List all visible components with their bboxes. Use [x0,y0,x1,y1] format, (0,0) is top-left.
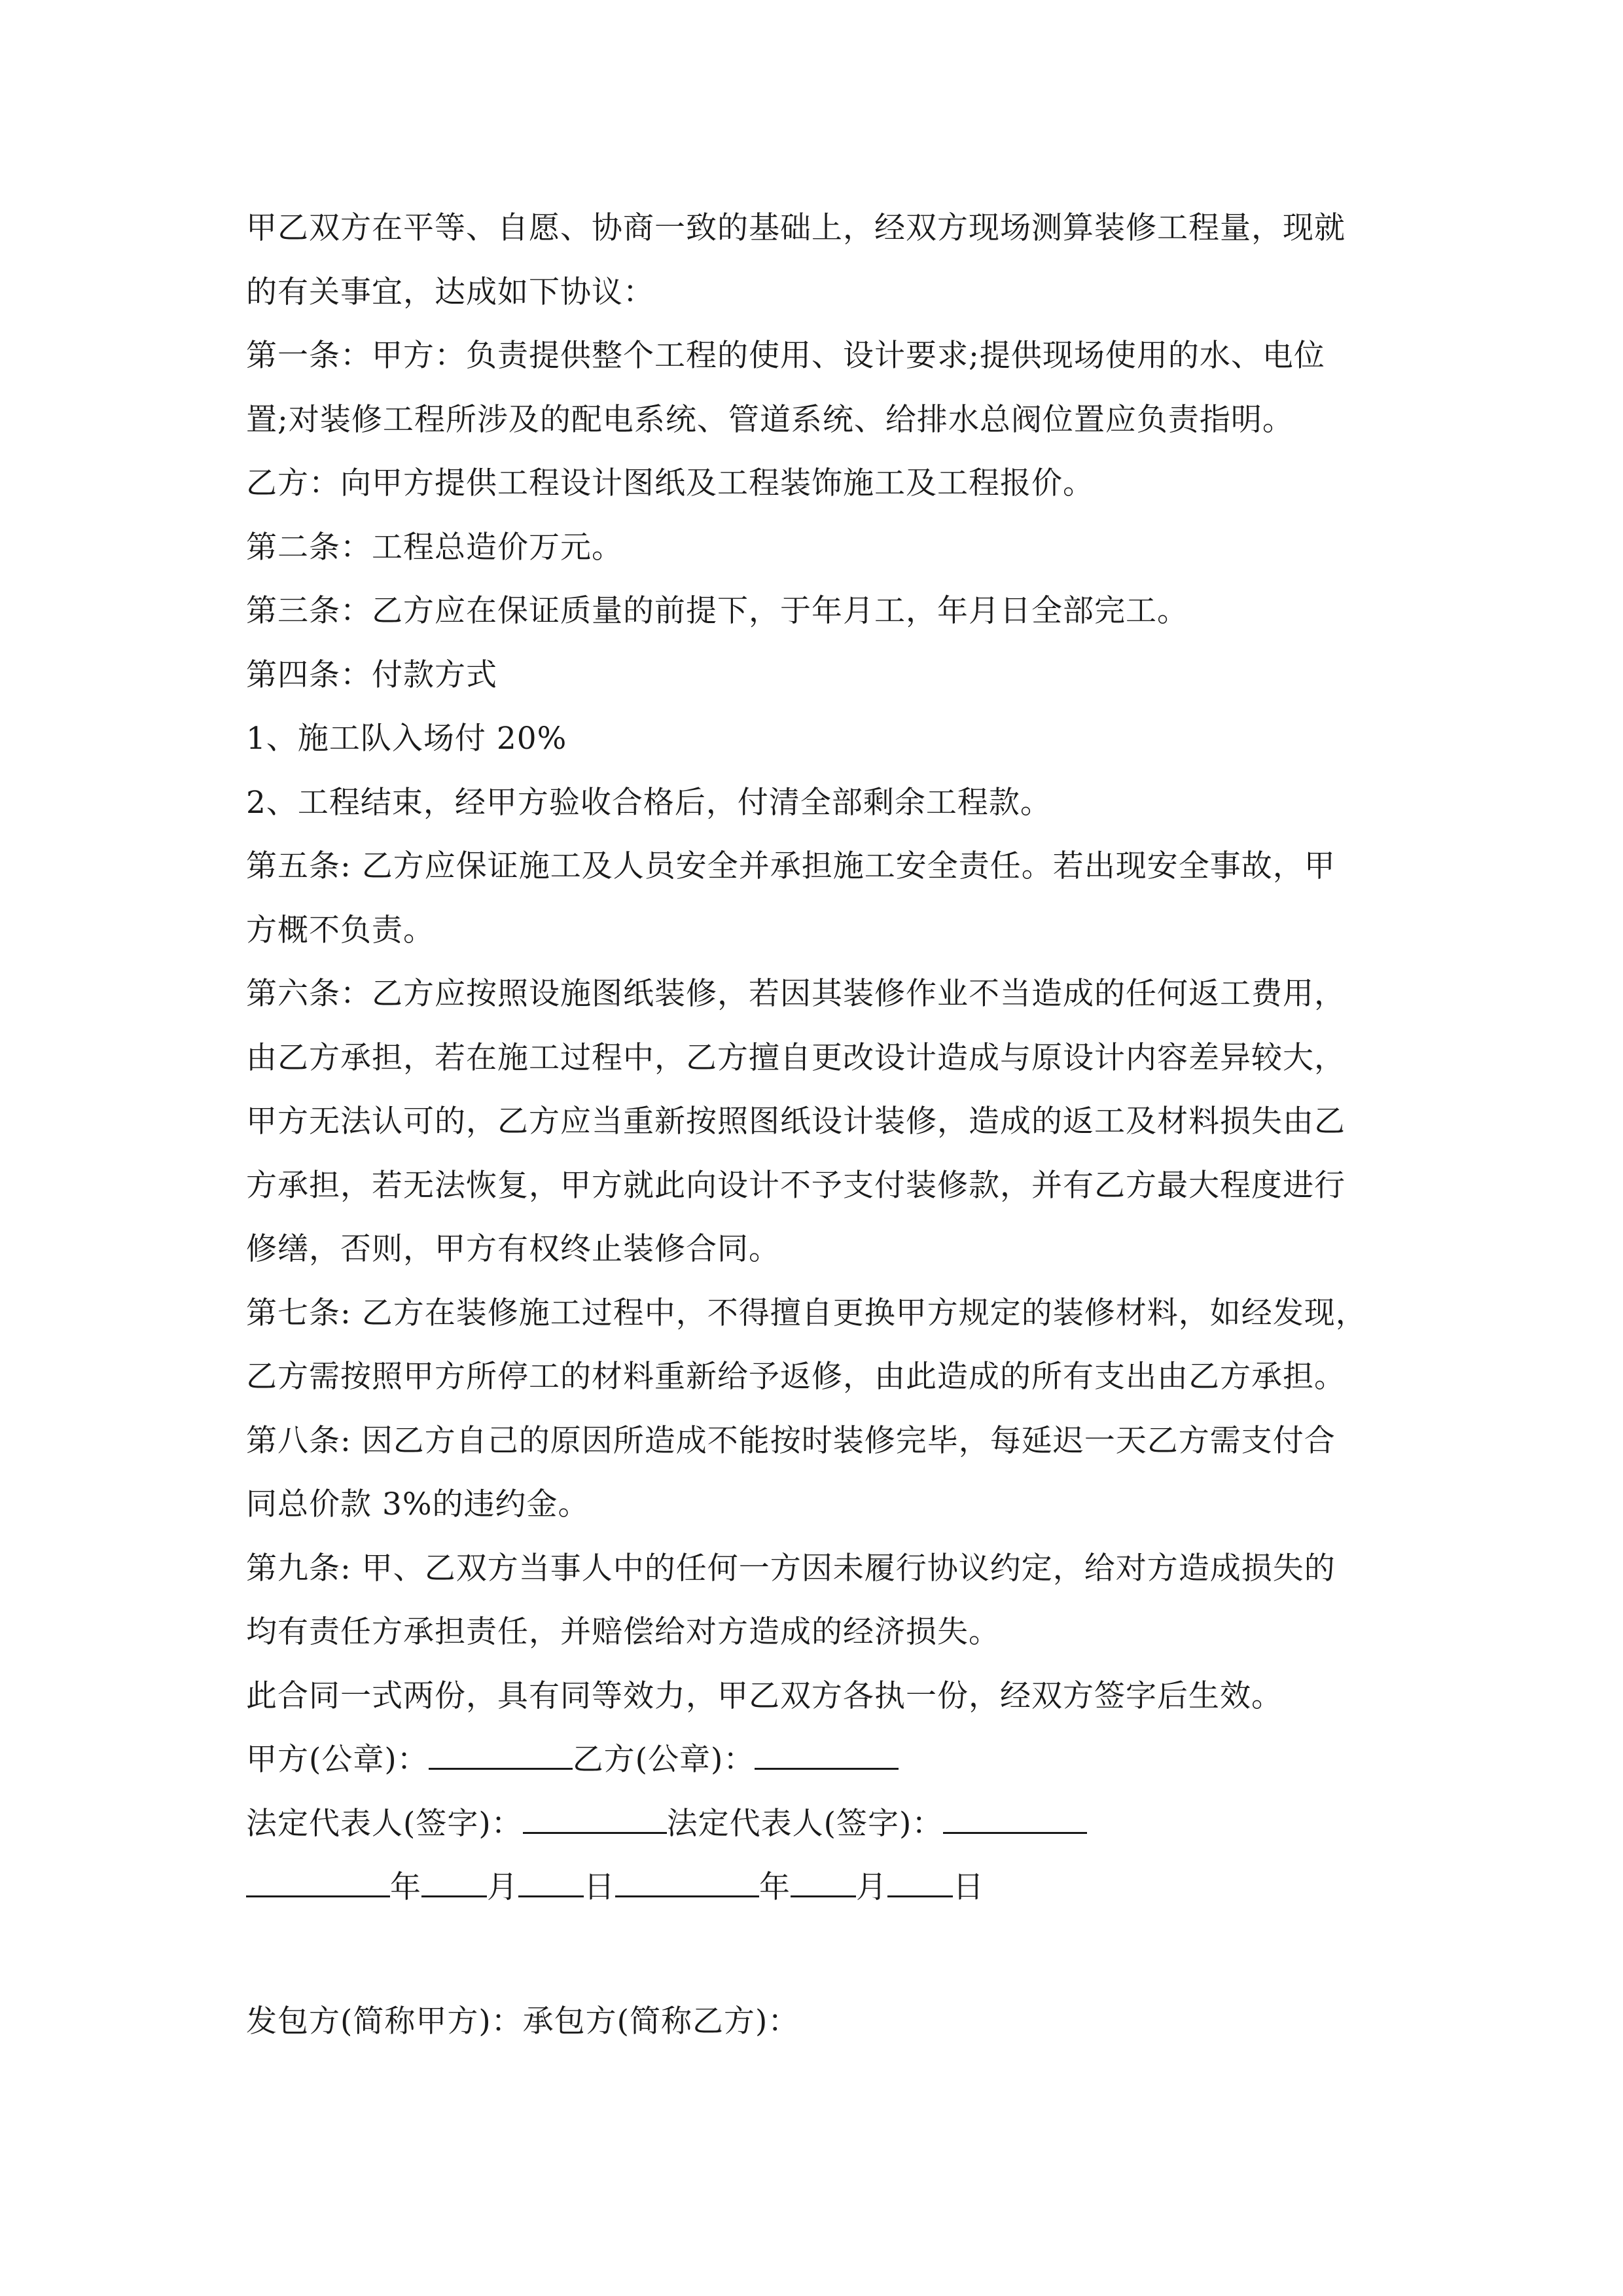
year-label: 年 [759,1869,791,1905]
article-6-line: 甲方无法认可的，乙方应当重新按照图纸设计装修，造成的返工及材料损失由乙 [246,1103,1346,1139]
party-a-seal-blank[interactable] [429,1742,573,1770]
paragraph-line: 的有关事宜，达成如下协议： [246,274,654,310]
article-8-line: 同总价款 3%的违约金。 [246,1486,590,1522]
article-7-line: 第七条: 乙方在装修施工过程中，不得擅自更换甲方规定的装修材料，如经发现， [246,1295,1367,1331]
article-9-line: 第九条: 甲、乙双方当事人中的任何一方因未履行协议约定，给对方造成损失的 [246,1550,1336,1587]
article-9-line: 均有责任方承担责任，并赔偿给对方造成的经济损失。 [246,1614,1000,1650]
year-a-blank[interactable] [246,1869,390,1897]
representative-line [246,1792,1385,1856]
article-6-line: 第六条：乙方应按照设施图纸装修，若因其装修作业不当造成的任何返工费用， [246,976,1346,1012]
party-b-seal-label: 乙方(公章)： [572,1742,755,1778]
party-a-seal-label: 甲方(公章)： [246,1742,429,1778]
article-4-line: 第四条：付款方式 [246,656,497,693]
seal-line [246,1728,1385,1792]
party-b-rep-label: 法定代表人(签字)： [666,1805,944,1842]
article-6-line: 由乙方承担，若在施工过程中，乙方擅自更改设计造成与原设计内容差异较大， [246,1039,1346,1076]
article-3-line: 第三条：乙方应在保证质量的前提下，于年月工，年月日全部完工。 [246,593,1188,629]
article-6-line: 方承担，若无法恢复，甲方就此向设计不予支付装修款，并有乙方最大程度进行 [246,1167,1346,1204]
date-line [246,1856,1385,1920]
article-1-line: 第一条：甲方：负责提供整个工程的使用、设计要求;提供现场使用的水、电位 [246,338,1325,374]
article-5-line: 第五条: 乙方应保证施工及人员安全并承担施工安全责任。若出现安全事故，甲 [246,848,1336,884]
party-b-rep-blank[interactable] [943,1806,1087,1834]
year-label: 年 [390,1869,421,1905]
month-b-blank[interactable] [791,1869,856,1897]
article-2-line: 第二条：工程总造价万元。 [246,529,623,565]
article-4-item: 2、工程结束，经甲方验收合格后，付清全部剩余工程款。 [246,784,1052,821]
parties-header-line: 发包方(简称甲方)：承包方(简称乙方)： [246,2003,800,2039]
day-a-blank[interactable] [518,1869,584,1897]
day-b-blank[interactable] [887,1869,953,1897]
article-1-line: 乙方：向甲方提供工程设计图纸及工程装饰施工及工程报价。 [246,465,1094,501]
article-7-line: 乙方需按照甲方所停工的材料重新给予返修，由此造成的所有支出由乙方承担。 [246,1359,1346,1395]
party-a-rep-blank[interactable] [523,1806,667,1834]
contract-body [246,196,1385,1920]
article-6-line: 修缮，否则，甲方有权终止装修合同。 [246,1231,780,1267]
article-8-line: 第八条: 因乙方自己的原因所造成不能按时装修完毕，每延迟一天乙方需支付合 [246,1422,1336,1459]
day-label: 日 [584,1869,615,1905]
paragraph-line: 甲乙双方在平等、自愿、协商一致的基础上，经双方现场测算装修工程量，现就 [246,210,1346,246]
day-label: 日 [953,1869,984,1905]
month-label: 月 [487,1869,518,1905]
year-b-blank[interactable] [615,1869,759,1897]
article-4-item: 1、施工队入场付 20% [246,721,567,757]
closing-line: 此合同一式两份，具有同等效力，甲乙双方各执一份，经双方签字后生效。 [246,1677,1283,1714]
party-a-rep-label: 法定代表人(签字)： [246,1805,523,1842]
article-1-line: 置;对装修工程所涉及的配电系统、管道系统、给排水总阀位置应负责指明。 [246,401,1294,438]
month-label: 月 [856,1869,887,1905]
month-a-blank[interactable] [421,1869,487,1897]
party-b-seal-blank[interactable] [755,1742,899,1770]
article-5-line: 方概不负责。 [246,912,435,948]
